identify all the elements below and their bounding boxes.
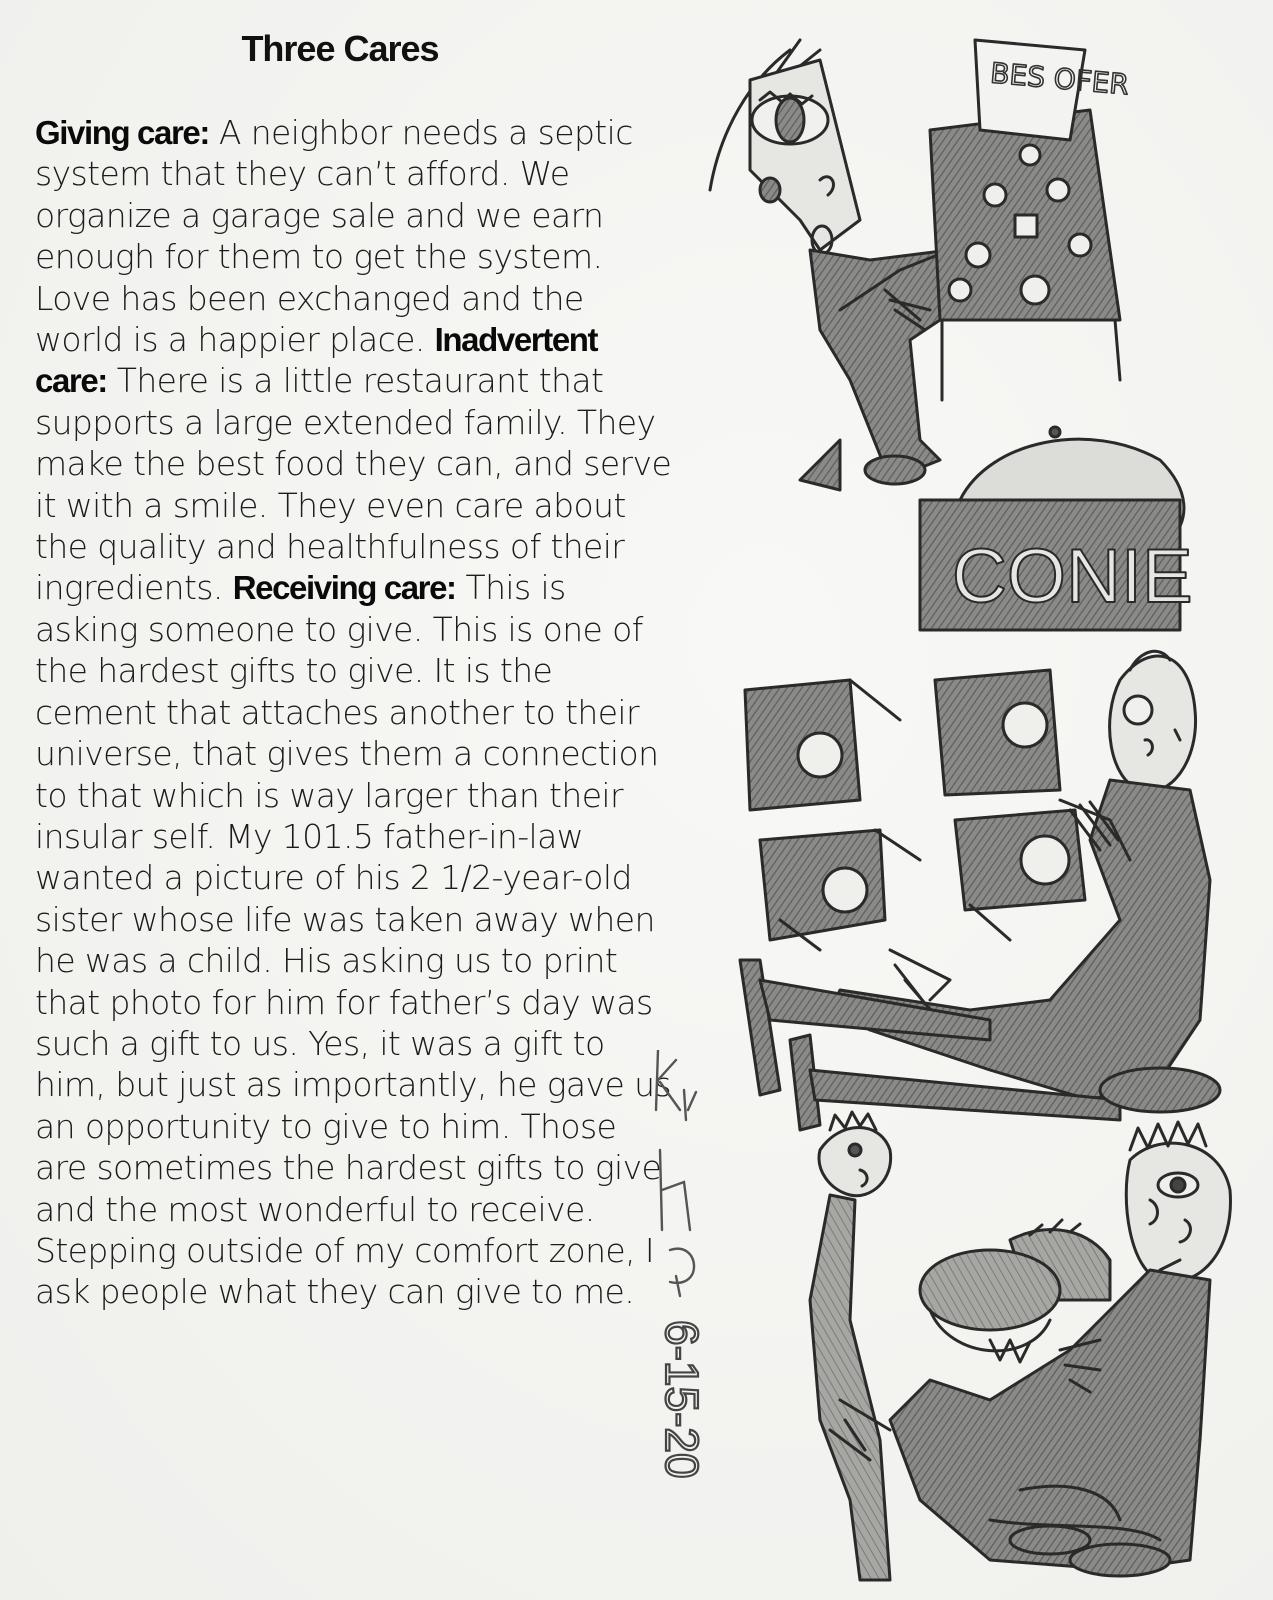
receiving-care-text: This is asking someone to give. This is one of the hardest gifts to give. It is the cement that attaches another to their universe, that gives them a connection to that which is way larger than their insular self. My 101.5 father-in-law wanted a picture of his 2 1/2-year-old sister whose life was taken away when he was a child. His asking us to print that photo for him for father’s day was such a gift to us. Yes, it was a gift to him, but just as importantly, he gave us an opportunity to give to him. Those are sometimes the hardest gifts to give and the most wonderful to receive. Stepping outside of my comfort zone, I ask people what they can give to me.: [35, 568, 671, 1312]
receiving-care-label: Receiving care:: [232, 569, 456, 607]
giving-care-text: A neighbor needs a septic system that they can’t afford. We organize a garage sale and we earn enough for them to get the system. Love has been exchanged and the world is a happier place.: [35, 113, 633, 360]
page-title: Three Cares: [241, 28, 439, 69]
giving-care-label: Giving care:: [35, 114, 209, 151]
pencil-illustration: [690, 20, 1260, 1590]
signature-date: 6-15-20: [656, 1320, 708, 1479]
sale-sign-text: BES OFER: [989, 56, 1131, 102]
inadvertent-care-label: Inadvertent care:: [35, 321, 598, 400]
restaurant-scene: [740, 427, 1220, 1130]
illustration-svg: [690, 20, 1260, 1590]
restaurant-sign-text: CONIE: [952, 534, 1193, 619]
essay-body: [35, 112, 675, 1313]
garage-sale-scene: [710, 40, 1130, 490]
inadvertent-care-text: There is a little restaurant that supports a large extended family. They make the best food they can, and serve it with a smile. They even care about the quality and healthfulness of their ingredients.: [35, 361, 672, 608]
receiving-scene: [810, 1112, 1230, 1580]
